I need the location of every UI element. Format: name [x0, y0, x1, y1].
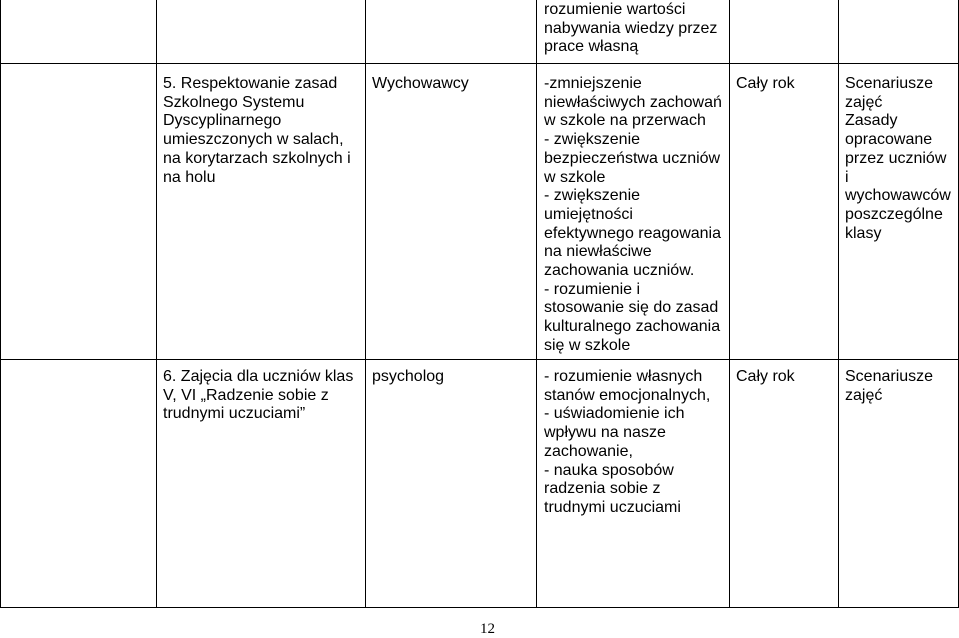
row6-responsible: psycholog [372, 368, 445, 385]
row-border [0, 607, 959, 608]
row6-effects: - rozumienie własnych stanów emocjonalnych, - uświadomienie ich wpływu na nasze zachowanie, - nauka sposobów radzenia sobie z trudnymi uczuciami [544, 368, 711, 516]
row5-responsible: Wychowawcy [372, 75, 469, 92]
row5-task: 5. Respektowanie zasad Szkolnego Systemu Dyscyplinarnego umieszczonych w salach, na korytarzach szkolnych i na holu [163, 75, 351, 186]
row5-term: Cały rok [736, 75, 795, 92]
row6-notes: Scenariusze zajęć [845, 368, 934, 404]
row6-term: Cały rok [736, 368, 795, 385]
row6-task: 6. Zajęcia dla uczniów klas V, VI „Radzenie sobie z trudnymi uczuciami” [163, 368, 354, 423]
col-border [729, 0, 730, 608]
col-border [156, 0, 157, 608]
row5-notes: Scenariusze zajęć Zasady opracowane przez uczniów i wychowawców poszczególne klasy [845, 75, 951, 242]
row5-effects: -zmniejszenie niewłaściwych zachowań w szkole na przerwach - zwiększenie bezpieczeństwa uczniów w szkole - zwiększenie umiejętności efektywnego reagowania na niewłaściwe zachowania uczniów. - rozumienie i stosowanie się do zasad kulturalnego zachowania się w szkole [544, 75, 722, 354]
row-border [0, 63, 959, 64]
col-border [838, 0, 839, 608]
col-border [0, 0, 1, 608]
row-border [0, 359, 959, 360]
page-number: 12 [480, 621, 495, 637]
col-border [365, 0, 366, 608]
col-border [536, 0, 537, 608]
effects-continuation: rozumienie wartości nabywania wiedzy przez prace własną [544, 1, 718, 56]
